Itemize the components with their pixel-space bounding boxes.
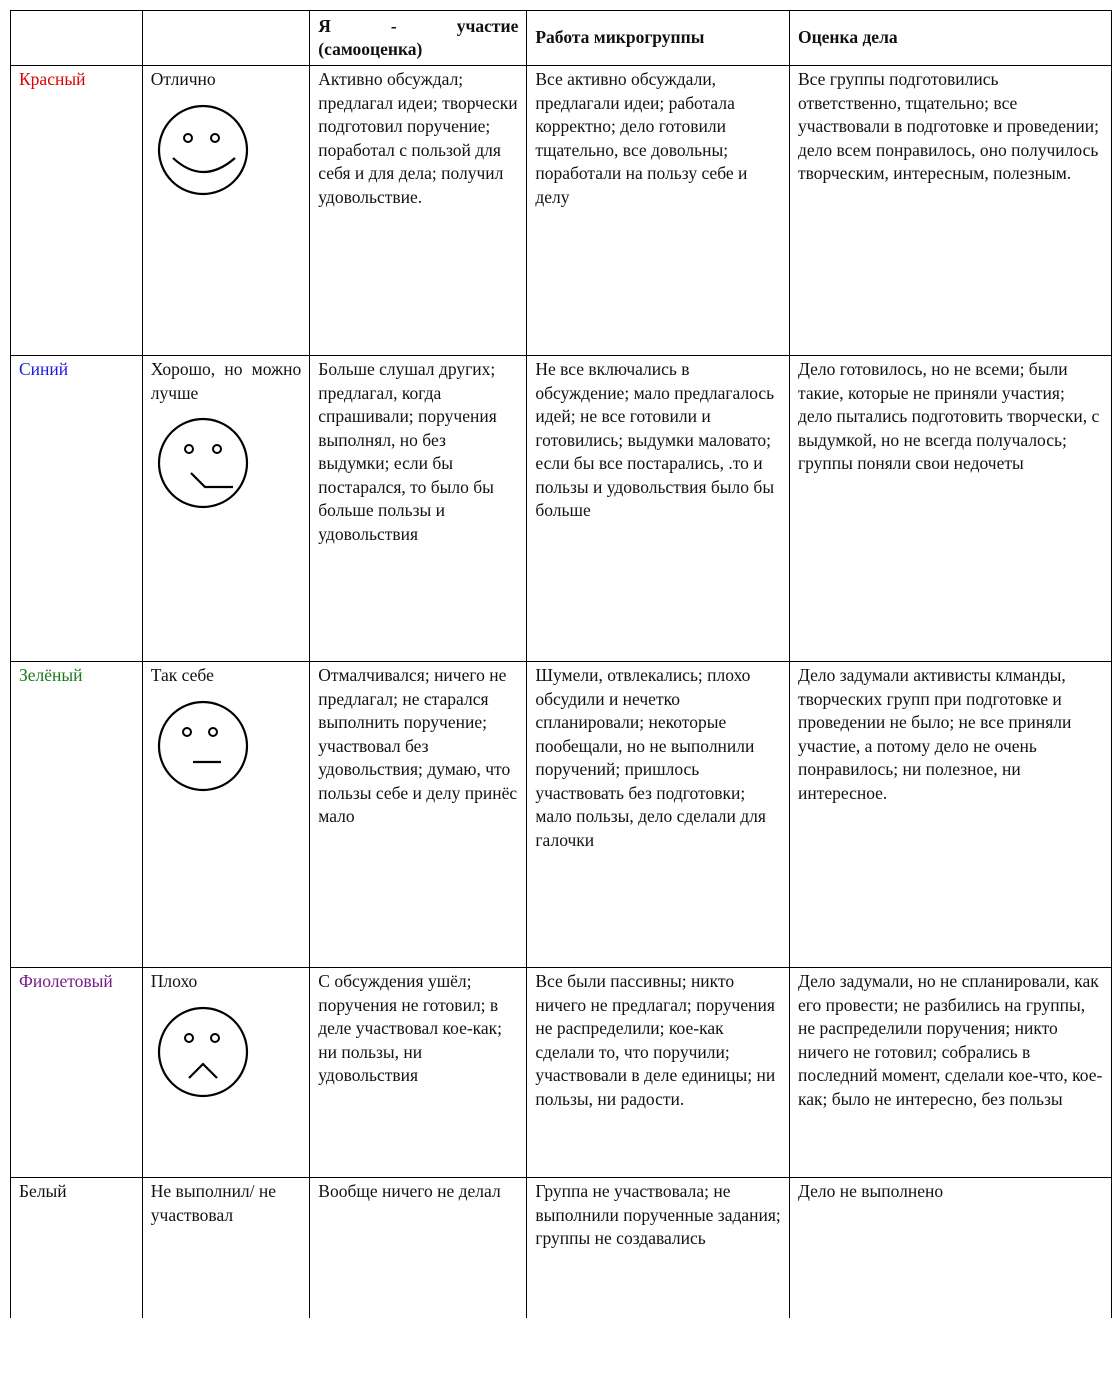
row-group-work: Все активно обсуждали, предлагали идеи; работала корректно; дело готовили тщательно, все довольны; поработали на пользу себе и делу xyxy=(527,66,790,356)
header-color xyxy=(11,11,143,66)
table-row xyxy=(11,662,1112,968)
smile-face-icon xyxy=(155,102,251,198)
row-rating-cell xyxy=(142,66,309,356)
row-rating-cell xyxy=(142,968,309,1178)
row-rating-cell xyxy=(142,1178,309,1318)
row-group-work: Группа не участвовала; не выполнили порученные задания; группы не создавались xyxy=(527,1178,790,1318)
table-row xyxy=(11,66,1112,356)
row-event-evaluation: Дело готовилось, но не всеми; были такие, которые не приняли участия; дело пытались подготовить творчески, с выдумкой, но не всегда получалось; группы поняли свои недочеты xyxy=(789,356,1111,662)
row-event-evaluation: Дело задумали, но не спланировали, как его провести; не разбились на группы, не распределили поручения; никто ничего не готовил; собрались в последний момент, сделали кое-что, кое-как; было не интересно, без пользы xyxy=(789,968,1111,1178)
row-group-work: Не все включались в обсуждение; мало предлагалось идей; не все готовили и готовились; выдумки маловато; если бы все постарались, .то и пользы и удовольствия было бы больше xyxy=(527,356,790,662)
row-self-assessment: Вообще ничего не делал xyxy=(310,1178,527,1318)
row-color-label: Зелёный xyxy=(11,662,143,968)
row-rating-cell xyxy=(142,662,309,968)
row-color-label: Красный xyxy=(11,66,143,356)
header-row xyxy=(11,11,1112,66)
row-rating-label: Не выполнил/ не участвовал xyxy=(150,1181,277,1225)
header-self-assessment xyxy=(310,11,527,66)
row-event-evaluation: Все группы подготовились ответственно, тщательно; все участвовали в подготовке и проведении; дело всем понравилось, оно получилось творческим, интересным, полезным. xyxy=(789,66,1111,356)
table-row xyxy=(11,968,1112,1178)
row-self-assessment: Больше слушал других; предлагал, когда спрашивали; поручения выполнял, но без выдумки; если бы постарался, то было бы больше пользы и удовольствия xyxy=(310,356,527,662)
smirk-face-icon xyxy=(155,415,251,511)
row-color-label: Фиолетовый xyxy=(11,968,143,1178)
row-rating-cell xyxy=(142,356,309,662)
header-group-work: Работа микрогруппы xyxy=(527,11,790,66)
evaluation-table xyxy=(10,10,1112,1318)
row-event-evaluation: Дело не выполнено xyxy=(789,1178,1111,1318)
header-self-assessment-line2: (самооценка) xyxy=(318,39,423,59)
header-event-evaluation: Оценка дела xyxy=(789,11,1111,66)
neutral-face-icon xyxy=(155,698,251,794)
row-rating-label: Отлично xyxy=(150,69,216,89)
row-group-work: Все были пассивны; никто ничего не предлагал; поручения не распределили; кое-как сделали то, что поручили; участвовали в деле единицы; ни пользы, ни радости. xyxy=(527,968,790,1178)
table-row xyxy=(11,356,1112,662)
header-rating xyxy=(142,11,309,66)
row-color-label: Синий xyxy=(11,356,143,662)
row-color-label: Белый xyxy=(11,1178,143,1318)
row-group-work: Шумели, отвлекались; плохо обсудили и нечетко спланировали; некоторые пообещали, но не выполнили поручений; пришлось участвовать без подготовки; мало пользы, дело сделали для галочки xyxy=(527,662,790,968)
row-rating-label: Плохо xyxy=(150,971,198,991)
sad-face-icon xyxy=(155,1004,251,1100)
row-event-evaluation: Дело задумали активисты клманды, творческих групп при подготовке и проведении не было; не все приняли участие, а потому дело не очень понравилось; ни полезное, ни интересное. xyxy=(789,662,1111,968)
header-self-assessment-line1: Я - участие xyxy=(318,15,519,36)
table-row xyxy=(11,1178,1112,1318)
row-rating-label: Так себе xyxy=(150,665,214,685)
row-self-assessment: Активно обсуждал; предлагал идеи; творчески подготовил поручение; поработал с пользой для себя и для дела; получил удовольствие. xyxy=(310,66,527,356)
row-self-assessment: С обсуждения ушёл; поручения не готовил; в деле участвовал кое-как; ни пользы, ни удовольствия xyxy=(310,968,527,1178)
row-self-assessment: Отмалчивался; ничего не предлагал; не старался выполнить поручение; участвовал без удовольствия; думаю, что пользы себе и делу принёс мало xyxy=(310,662,527,968)
row-rating-label: Хорошо, но можно лучше xyxy=(150,359,302,403)
